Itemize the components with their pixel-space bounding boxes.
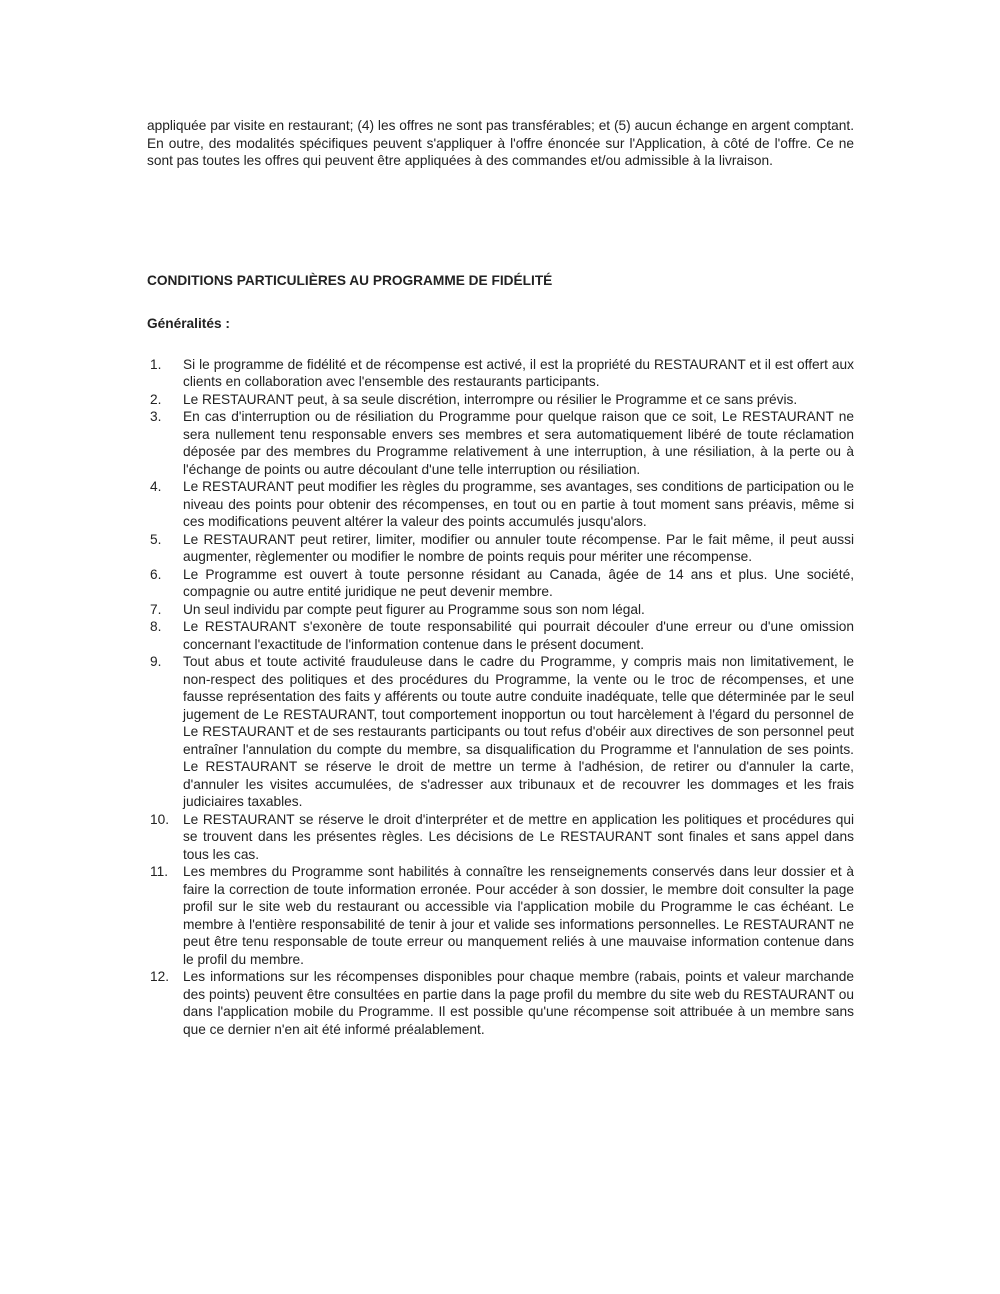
list-item-text: Les membres du Programme sont habilités à connaître les renseignements conservés dans leur dossier et à faire la correction de toute information erronée. Pour accéder à son dossier, le membre doit consulter la page profil sur le site web du restaurant ou accessible via l'application mobile du Programme le cas échéant. Le membre à l'entière responsabilité de tenir à jour et valide ses informations personnelles. Le RESTAURANT ne peut être tenu responsable de toute erreur ou manquement reliés à une mauvaise information contenue dans le profil du membre. bbox=[183, 864, 854, 967]
list-item bbox=[147, 531, 854, 566]
list-item bbox=[147, 811, 854, 864]
subsection-heading: Généralités : bbox=[147, 316, 230, 331]
list-item bbox=[147, 968, 854, 1038]
list-item bbox=[147, 601, 854, 619]
section-heading: CONDITIONS PARTICULIÈRES AU PROGRAMME DE FIDÉLITÉ bbox=[147, 272, 553, 288]
list-item-number: 4. bbox=[150, 479, 162, 494]
list-item-number: 12. bbox=[150, 969, 170, 984]
list-item-number: 9. bbox=[150, 654, 162, 669]
list-item-text: Si le programme de fidélité et de récompense est activé, il est la propriété du RESTAURANT et il est offert aux clients en collaboration avec l'ensemble des restaurants participants. bbox=[183, 356, 854, 389]
list-item-number: 8. bbox=[150, 619, 162, 634]
list-item-number: 10. bbox=[150, 811, 170, 827]
list-item-text: Le RESTAURANT peut retirer, limiter, modifier ou annuler toute récompense. Par le fait même, il peut aussi augmenter, règlementer ou modifier le nombre de points requis pour mériter une récompense. bbox=[183, 531, 854, 564]
list-item bbox=[147, 391, 854, 409]
terms-list bbox=[147, 356, 854, 1039]
list-item-number: 1. bbox=[150, 356, 162, 372]
list-item bbox=[147, 653, 854, 811]
list-item-number: 11. bbox=[150, 864, 169, 879]
list-item bbox=[147, 863, 854, 968]
list-item-text: Le RESTAURANT peut modifier les règles du programme, ses avantages, ses conditions de participation ou le niveau des points pour obtenir des récompenses, en tout ou en partie à tout moment sans préavis, même si ces modifications peuvent altérer la valeur des points accumulés jusqu'alors. bbox=[183, 479, 854, 529]
list-item-text: En cas d'interruption ou de résiliation du Programme pour quelque raison que ce soit, Le RESTAURANT ne sera nullement tenu responsable envers ses membres et sera automatiquement libéré de toute réclamation déposée par des membres du Programme relativement à une interruption, à une résiliation, à la perte ou à l'échange de points ou autre découlant d'une telle interruption ou résiliation. bbox=[183, 409, 854, 477]
list-item bbox=[147, 618, 854, 653]
list-item-text: Les informations sur les récompenses disponibles pour chaque membre (rabais, points et valeur marchande des points) peuvent être consultées en partie dans la page profil du membre du site web du RESTAURANT ou dans l'application mobile du Programme. Il est possible qu'une récompense soit attribuée à un membre sans que ce dernier n'en ait été informé préalablement. bbox=[183, 969, 854, 1037]
list-item-text: Le RESTAURANT se réserve le droit d'interpréter et de mettre en application les politiques et procédures qui se trouvent dans les présentes règles. Les décisions de Le RESTAURANT sont finales et sans appel dans tous les cas. bbox=[183, 811, 854, 862]
list-item-text: Un seul individu par compte peut figurer au Programme sous son nom légal. bbox=[183, 601, 645, 617]
list-item-text: Le RESTAURANT s'exonère de toute responsabilité qui pourrait découler d'une erreur ou d'une omission concernant l'exactitude de l'information contenue dans le présent document. bbox=[183, 619, 854, 652]
list-item bbox=[147, 566, 854, 601]
list-item bbox=[147, 408, 854, 478]
intro-paragraph: appliquée par visite en restaurant; (4) les offres ne sont pas transférables; et (5) aucun échange en argent comptant. En outre, des modalités spécifiques peuvent s'appliquer à l'offre énoncée sur l'Application, à côté de l'offre. Ce ne sont pas toutes les offres qui peuvent être appliquées à des commandes et/ou admissible à la livraison. bbox=[147, 118, 854, 168]
list-item-text: Tout abus et toute activité frauduleuse dans le cadre du Programme, y compris mais non limitativement, le non-respect des politiques et des procédures du Programme, la vente ou le troc de récompenses, et une fausse représentation des faits y afférents ou toute autre conduite inadéquate, telle que déterminée par le seul jugement de Le RESTAURANT, tout comportement inopportun ou tout harcèlement à l'égard du personnel de Le RESTAURANT et de ses restaurants participants ou tout refus d'obéir aux directives de son personnel peut entraîner l'annulation du compte du membre, sa disqualification du Programme et l'annulation de ses points. Le RESTAURANT se réserve le droit de mettre un terme à l'adhésion, de retirer ou d'annuler la carte, d'annuler les visites accumulées, de s'adresser aux tribunaux et de recouvrer les dommages et les frais judiciaires taxables. bbox=[183, 654, 854, 809]
list-item-number: 3. bbox=[150, 409, 162, 424]
list-item-number: 6. bbox=[150, 566, 162, 582]
document-content bbox=[147, 117, 854, 1038]
list-item-number: 2. bbox=[150, 391, 162, 407]
list-item-text: Le Programme est ouvert à toute personne résidant au Canada, âgée de 14 ans et plus. Une société, compagnie ou autre entité juridique ne peut devenir membre. bbox=[183, 566, 854, 599]
list-item bbox=[147, 356, 854, 391]
list-item-number: 5. bbox=[150, 531, 162, 547]
list-item-text: Le RESTAURANT peut, à sa seule discrétion, interrompre ou résilier le Programme et ce sans prévis. bbox=[183, 391, 798, 407]
list-item bbox=[147, 478, 854, 531]
list-item-number: 7. bbox=[150, 601, 162, 617]
